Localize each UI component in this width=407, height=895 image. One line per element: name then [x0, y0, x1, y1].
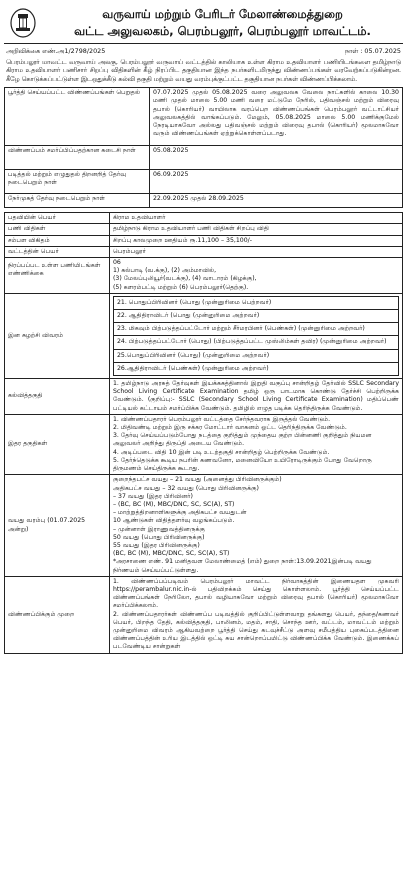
table-row — [5, 414, 403, 474]
procedure-cell — [110, 576, 403, 653]
list-item: *அரசாணை எண். 91 மனிதவள மேலாண்மைத் (எம்) துறை நாள்:13.09.2021இன்படி வயது நிர்ணயம் செய்யப்பட்டுள்ளது. — [113, 558, 372, 574]
schedule-label: விண்ணப்பம் சமர்ப்பிப்பதற்கான கடைசி நாள் — [5, 146, 150, 170]
table-row — [5, 576, 403, 653]
detail-label: நிரப்பப்பட உள்ள பணியிடங்கள் எண்ணிக்கை — [5, 258, 110, 294]
reservation-item: 23. மிகவும் பிற்படுத்தப்பட்டோர் மற்றும் சீர்மரபினர் (பெண்கள்) (முன்னுரிமை அற்றவர்) — [114, 323, 399, 336]
table-row — [5, 194, 403, 208]
reservation-cell — [110, 293, 403, 378]
notice-header — [4, 3, 403, 44]
list-item: 1. விண்ணப்பப்படிவம் பெரம்பலூர் மாவட்ட நிர்வாகத்தின் இணையதள முகவரி https://perambalur.nic.in-ல் பதிவிறக்கம் செய்து கொள்ளலாம். பூர்த்தி செய்யப்பட்ட விண்ணப்பங்கள் நேரிலோ, தபால் வழியாகவோ மற்றும் விரைவு தபால் (கொரியர்) மூலமாகவோ சமர்ப்பிக்கலாம். — [113, 577, 399, 610]
table-row — [5, 224, 403, 235]
list-item: 50 வயது (பொது பிரிவினருக்கு) — [113, 533, 205, 541]
detail-label: பணி விதிகள் — [5, 224, 110, 235]
list-item: 10 ஆண்டுகள் விதித்தளர்வு வழங்கப்படும். — [113, 517, 235, 525]
schedule-value: 06.09.2025 — [150, 170, 403, 194]
detail-value: கிராம உதவியாளர் — [110, 213, 403, 224]
reservation-item: 25.பொதுப்பிரிவினர் (பொது) (முன்னுரிமை அற்றவர்) — [114, 349, 399, 362]
list-item: – முன்னாள் இராணுவத்தினருக்கு — [113, 525, 206, 533]
reservation-item: 26.ஆதிதிராவிடர் (பெண்கள்) (முன்னுரிமை அற்றவர்) — [114, 362, 399, 375]
schedule-value: 05.08.2025 — [150, 146, 403, 170]
table-row — [5, 293, 403, 378]
schedule-label: நேர்முகத் தேர்வு நடைபெறும் நாள் — [5, 194, 150, 208]
list-item: அதிகபட்ச வயது – 32 வயது (பொது பிரிவினருக்கு) — [113, 484, 259, 492]
table-row — [5, 146, 403, 170]
detail-label: வயது வரம்பு (01.07.2025 அன்று) — [5, 475, 110, 576]
list-item: – மாற்றுத்திறனாளிகளுக்கு அதிகபட்ச வயதுடன் — [113, 509, 247, 517]
office-address: வட்ட அலுவலகம், பெரம்பலூர், பெரம்பலூர் மாவட்டம். — [74, 24, 371, 38]
detail-label: வட்டத்தின் பெயர் — [5, 246, 110, 257]
detail-label: சம்பள விகிதம் — [5, 235, 110, 246]
list-item: – 37 வயது (இதர பிரிவினர்) — [113, 492, 193, 500]
table-row — [5, 258, 403, 294]
notice-number: அறிவிக்கை எண்.அ1/2798/2025 — [6, 47, 106, 55]
notice-page — [4, 3, 403, 889]
list-item: (BC, BC (M), MBC/DNC, SC, SC(A), ST) — [113, 550, 230, 558]
schedule-label: படித்தல் மற்றும் எழுதுதல் திறனறித் தேர்வு நடைபெறும் நாள் — [5, 170, 150, 194]
detail-value: பெரம்பலூர் — [110, 246, 403, 257]
schedule-value: 22.09.2025 முதல் 28.09.2025 — [150, 194, 403, 208]
reservation-item: 21. பொதுப்பிரிவினர் (பொது (முன்னுரிமை பெற்றவர்) — [114, 296, 399, 309]
schedule-label: பூர்த்தி செய்யப்பட்ட விண்ணப்பங்கள் பெறுதல் — [5, 88, 150, 146]
detail-value: 1. தமிழ்நாடு அரசுத் தேர்வுகள் இயக்ககத்தினால் இறுதி வகுப்பு சான்றிதழ் தேர்வில் SSLC Secondary School Living Certificate Examination தமிழ் ஒரு பாடமாக கொண்டு தேர்ச்சி பெற்றிருக்க வேண்டும். (குறிப்பு:- SSLC (Secondary School Living Certificate Examination) மதிப்பெண் பட்டியல் கட்டாயம் சமர்ப்பிக்க வேண்டும். தமிழில் எழுத படிக்க தெரிந்திருக்க வேண்டும். — [110, 379, 403, 415]
reservation-item: 22. ஆதிதிராவிடர் (பொது (முன்னுரிமை அற்றவர்) — [114, 310, 399, 323]
list-item: 3. தேர்வு செய்யப்படும்போது நடத்தை குறித்தும் முந்தைய குற்ற பின்னணி குறித்தும் நியமன அலுவலர் அறிந்து திருப்தி அடைய வேண்டும். — [113, 432, 372, 448]
notice-date: நாள் : 05.07.2025 — [344, 47, 401, 55]
detail-label: இதர தகுதிகள் — [5, 414, 110, 474]
government-seal-icon — [10, 8, 36, 38]
detail-value: தமிழ்நாடு கிராம உதவியாளர் பணி விதிகள் சிறப்பு விதி — [110, 224, 403, 235]
schedule-value: 07.07.2025 முதல் 05.08.2025 வரை அலுவலக வேலை நாட்களில் காலை 10.30 மணி முதல் மாலை 5.00 மணி வரை மட்டுமே நேரில், பதிவஞ்சல் மற்றும் விரைவு தபால் (கொரியர்) வாயிலாக வரப்பெற விண்ணப்பங்கள் பெரம்பலூர் வட்டாட்சியர் அலுவலகத்தில் வாங்கப்படும். மேலும், 05.08.2025 மாலை 5.00 மணிக்குமேல் நேரடியாகவோ அல்லது பதிவஞ்சல் மற்றும் விரைவு தபால் (கொரியர்) மூலமாகவோ வரும் விண்ணப்பங்கள் ஏற்றுக்கொள்ளப்படாது. — [150, 88, 403, 146]
vacancy-count: 06 — [113, 259, 121, 267]
list-item: குறைந்தபட்ச வயது – 21 வயது (அனைத்து பிரிவினருக்கும்) — [113, 476, 282, 484]
schedule-table — [4, 87, 403, 208]
vacancy-item: 1) கல்பாடி (வ.க்கு), (2) அம்மாவில், — [113, 267, 217, 275]
list-item: 2. விண்ணப்பதாரர்கள் விண்ணப்ப படிவத்தில் குறிப்பிட்டுள்ளவாறு தங்களது பெயர், தந்தை/கணவர் பெயர், பிறந்த தேதி, கல்வித்தகுதி, பாலினம், மதம், சாதி, சொந்த ஊர், வட்டம், மாவட்டம் மற்றும் முன்னுரிமை விவரம் ஆகியவற்றை பூர்த்தி செய்து கடவுச்சீட்டு அளவு சமீபத்திய புகைப்படத்தினை விண்ணப்பத்தின் உரிய இடத்தில் ஒட்டி சுய சான்றொப்பமிட்டு விண்ணப்பிக்க வேண்டும். இணைக்கப் படவேண்டிய சான்றுகள் — [113, 610, 399, 651]
list-item: 4. அடிப்படை விதி 10 இன் படி உடற்தகுதி சான்றிதழ் பெற்றிருக்க வேண்டும். — [113, 448, 330, 456]
detail-value: சிறப்பு காலமுறை ஊதியம் ரூ.11,100 – 35,100/- — [110, 235, 403, 246]
table-row — [5, 235, 403, 246]
detail-label: பதவியின் பெயர் — [5, 213, 110, 224]
table-row — [5, 475, 403, 576]
table-row — [5, 213, 403, 224]
vacancy-item: (5) களரம்பட்டி மற்றும் (6) பெரம்பலூர்(தெற்கு). — [113, 283, 249, 291]
list-item: 2. மிதிவண்டி மற்றும் இரு சக்கர மோட்டார் வாகனம் ஓட்ட தெரிந்திருக்க வேண்டும். — [113, 424, 347, 432]
table-row — [5, 170, 403, 194]
intro-paragraph: பெரம்பலூர் மாவட்ட வருவாய் அலகு, பெரம்பலூர் வருவாய் வட்டத்தில் காலியாக உள்ள கிராம உதவியாளர் பணியிடங்களை தமிழ்நாடு கிராம உதவியாளர் பணிசார் சிறப்பு விதிகளின் கீழ் நிரப்பிட தகுதியான இந்த நபர்களிடமிருந்து விண்ணப்பங்கள் வரவேற்கப்படுகின்றன. கீழே கொடுக்கப்பட்டுள்ள இடஒதுக்கீடு கல்வி தகுதி மற்றும் வயது வரம்புக்குட்பட்ட தகுதியான நபர்கள் விண்ணப்பிக்கலாம். — [6, 59, 401, 83]
age-limit-cell — [110, 475, 403, 576]
table-row — [5, 246, 403, 257]
other-qualifications-cell — [110, 414, 403, 474]
details-table — [4, 212, 403, 653]
detail-label: இன சுழற்சி விவரம் — [5, 293, 110, 378]
reservation-table — [113, 296, 399, 376]
detail-label: கல்வித்தகுதி — [5, 379, 110, 415]
list-item: 1. விண்ணப்பதாரர் பெரம்பலூர் வட்டத்தை சேர்ந்தவராக இருத்தல் வேண்டும். — [113, 415, 331, 423]
vacancy-item: (3) மேலப்புலியூர்(வடக்கு), (4) வாடாரம் (கிழக்கு), — [113, 275, 257, 283]
notice-meta — [4, 44, 403, 57]
vacancy-cell — [110, 258, 403, 294]
reservation-item: 24. பிற்படுத்தப்பட்டோர் (பொது) (பிற்படுத்தப்பட்ட முஸ்லிம்கள் தவிர) (முன்னுரிமை அற்றவர்) — [114, 336, 399, 349]
department-title: வருவாய் மற்றும் பேரிடர் மேலாண்மைத்துறை — [102, 7, 343, 21]
table-row — [5, 379, 403, 415]
table-row — [5, 88, 403, 146]
list-item: 55 வயது (இதர பிரிவினருக்கு) — [113, 541, 200, 549]
detail-label: விண்ணப்பிக்கும் முறை — [5, 576, 110, 653]
list-item: 5. தேர்ந்தெடுக்க கூடிய நபரின் கணவனோ, மனைவியோ உயிரோடிருக்கும் போது வேறொரு திருமணம் செய்திருக்க கூடாது. — [113, 456, 372, 473]
list-item: – (BC, BC (M), MBC/DNC, SC, SC(A), ST) — [113, 500, 235, 508]
